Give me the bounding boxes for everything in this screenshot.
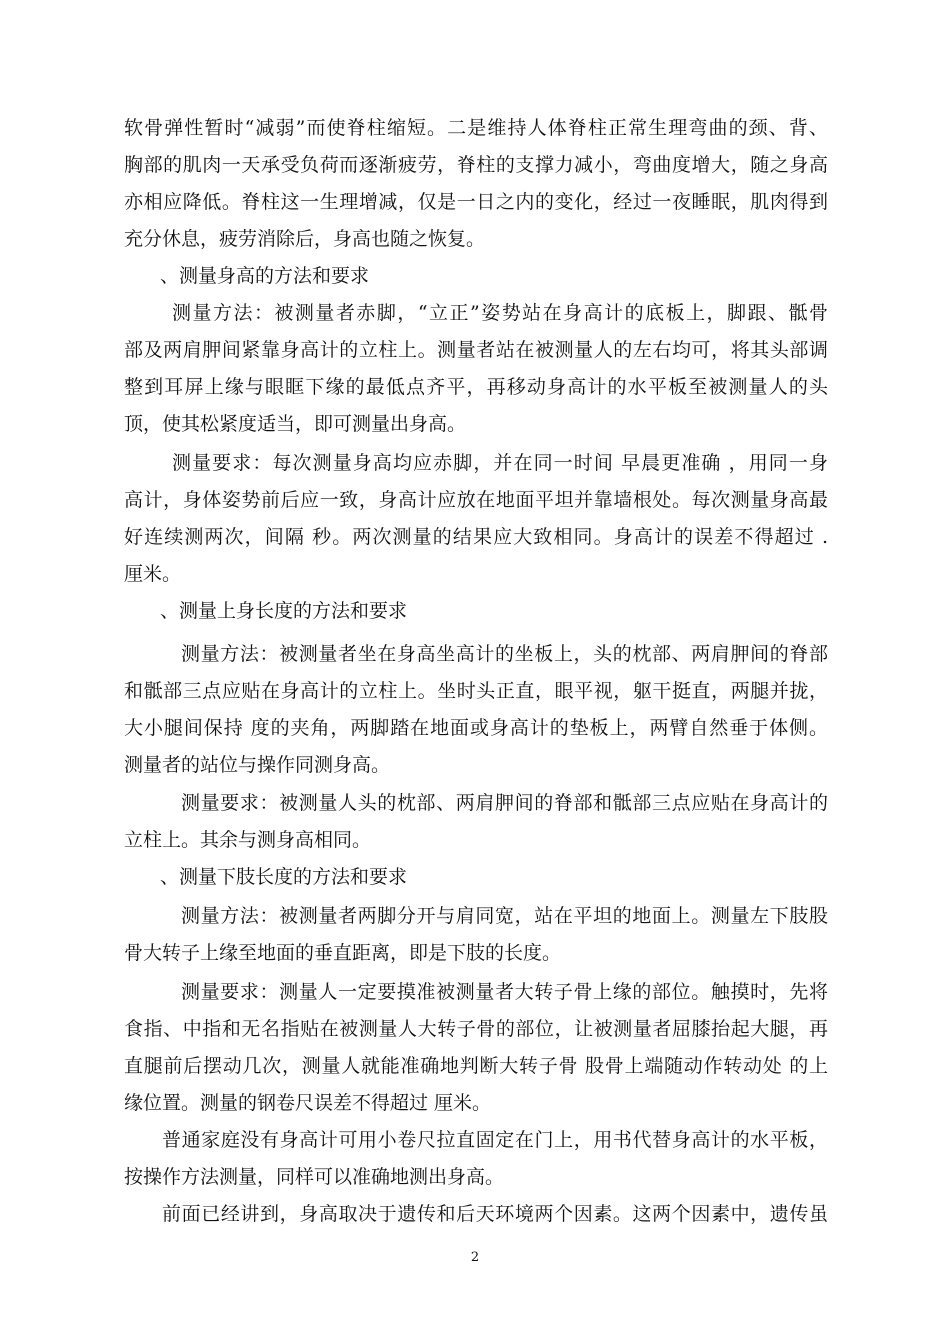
text-line: 缘位置。测量的钢卷尺误差不得超过 厘米。 [124,1092,492,1114]
text-line: 普通家庭没有身高计可用小卷尺拉直固定在门上，用书代替身高计的水平板， [162,1129,828,1151]
text-line: 测量方法：被测量者赤脚，“立正”姿势站在身高计的底板上，脚跟、骶骨 [172,302,828,324]
text-line: 好连续测两次，间隔 秒。两次测量的结果应大致相同。身高计的误差不得超过 . [124,526,828,548]
text-line: 测量方法：被测量者坐在身高坐高计的坐板上，头的枕部、两肩胛间的脊部 [181,643,828,665]
text-line: 立柱上。其余与测身高相同。 [124,829,372,851]
text-line: 测量方法：被测量者两脚分开与肩同宽，站在平坦的地面上。测量左下肢股 [181,905,828,927]
text-line: 整到耳屏上缘与眼眶下缘的最低点齐平，再移动身高计的水平板至被测量人的头 [124,376,828,398]
text-line: 测量要求：测量人一定要摸准被测量者大转子骨上缘的部位。触摸时，先将 [181,981,828,1003]
text-line: 按操作方法测量，同样可以准确地测出身高。 [124,1166,505,1188]
text-line: 骨大转子上缘至地面的垂直距离，即是下肢的长度。 [124,942,562,964]
text-line: 前面已经讲到，身高取决于遗传和后天环境两个因素。这两个因素中，遗传虽 [162,1203,828,1225]
page-number: 2 [470,1250,480,1265]
section-heading: 、测量身高的方法和要求 [160,265,370,287]
text-line: 软骨弹性暂时“减弱”而使脊柱缩短。二是维持人体脊柱正常生理弯曲的颈、背、 [124,117,828,139]
text-line: 大小腿间保持 度的夹角，两脚踏在地面或身高计的垫板上，两臂自然垂于体侧。 [124,717,828,739]
text-line: 测量者的站位与操作同测身高。 [124,754,391,776]
text-line: 测量要求：每次测量身高均应赤脚，并在同一时间 早晨更准确 ，用同一身 [172,452,828,474]
text-line: 充分休息，疲劳消除后，身高也随之恢复。 [124,228,486,250]
text-line: 顶，使其松紧度适当，即可测量出身高。 [124,413,467,435]
text-line: 直腿前后摆动几次，测量人就能准确地判断大转子骨 股骨上端随动作转动处 的上 [124,1055,828,1077]
text-line: 测量要求：被测量人头的枕部、两肩胛间的脊部和骶部三点应贴在身高计的 [181,792,828,814]
text-line: 厘米。 [124,563,182,585]
text-line: 胸部的肌肉一天承受负荷而逐渐疲劳，脊柱的支撑力减小，弯曲度增大，随之身高 [124,154,828,176]
text-line: 高计，身体姿势前后应一致，身高计应放在地面平坦并靠墙根处。每次测量身高最 [124,489,828,511]
text-line: 亦相应降低。脊柱这一生理增减，仅是一日之内的变化，经过一夜睡眠，肌肉得到 [124,191,828,213]
section-heading: 、测量上身长度的方法和要求 [160,600,408,622]
text-line: 和骶部三点应贴在身高计的立柱上。坐时头正直，眼平视，躯干挺直，两腿并拢， [124,680,828,702]
text-line: 部及两肩胛间紧靠身高计的立柱上。测量者站在被测量人的左右均可，将其头部调 [124,339,828,361]
section-heading: 、测量下肢长度的方法和要求 [160,866,408,888]
text-line: 食指、中指和无名指贴在被测量人大转子骨的部位，让被测量者屈膝抬起大腿，再 [124,1018,828,1040]
